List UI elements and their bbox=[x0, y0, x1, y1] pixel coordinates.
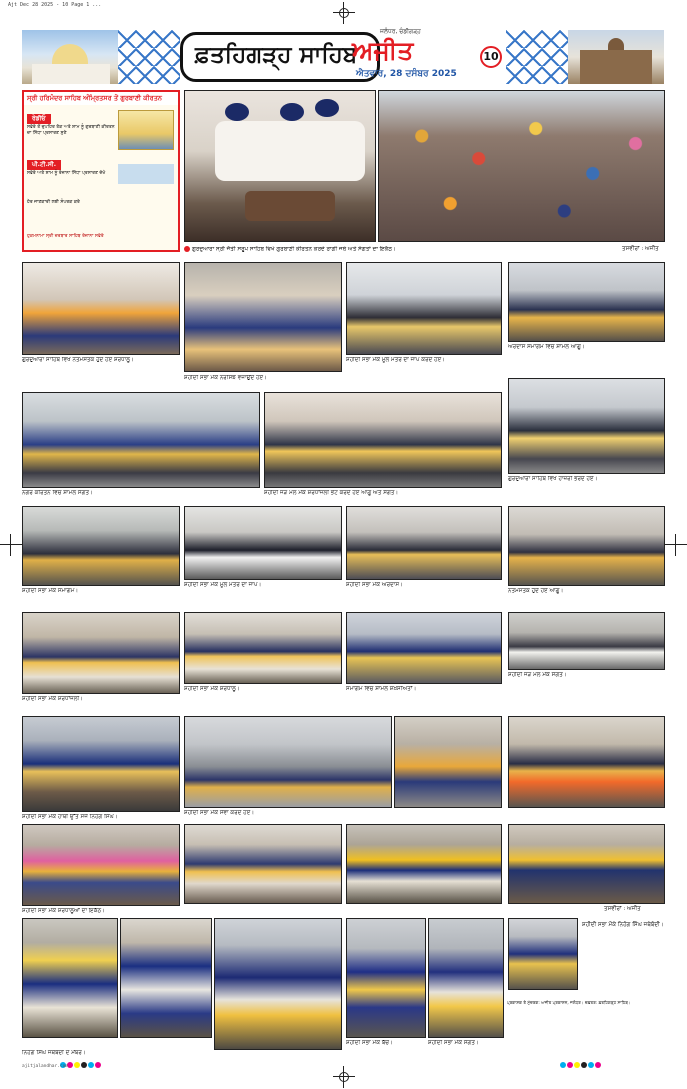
caption: ਨਿਹੰਗ ਸਿੰਘ ਜਥੇਬੰਦੀ ਦੇ ਮੈਂਬਰ। bbox=[22, 1050, 86, 1056]
tv-text: ਸਵੇਰੇ ਅਤੇ ਸ਼ਾਮ ਨੂੰ ਰੋਜ਼ਾਨਾ ਸਿੱਧਾ ਪ੍ਰਸਾਰਣ ਦੇਖੋ bbox=[27, 171, 106, 177]
registration-circle bbox=[339, 8, 349, 18]
side-note: ਸ਼ਹੀਦੀ ਸਭਾ ਮੌਕੇ ਨਿਹੰਗ ਸਿੰਘ ਜਥੇਬੰਦੀ। bbox=[582, 922, 664, 928]
brand-logo bbox=[352, 36, 476, 66]
caption: ਸ਼ਹੀਦੀ ਸਭਾ ਮੌਕੇ ਸ਼ਰਧਾਲੂਆਂ ਦਾ ਇਕੱਠ। bbox=[22, 908, 105, 914]
registration-circle bbox=[339, 1072, 349, 1082]
caption: ਸ਼ਹੀਦੀ ਸਭਾ ਮੌਕੇ ਸੰਗਤ। bbox=[428, 1040, 479, 1046]
samagam-photo bbox=[508, 506, 665, 586]
leaders-photo bbox=[346, 262, 502, 355]
caption: ਸ਼ਹੀਦੀ ਸਭਾ ਮੌਕੇ ਸਮਾਗਮ। bbox=[22, 588, 79, 594]
shardhanjali-photo bbox=[264, 392, 502, 488]
narsinga-photo bbox=[184, 262, 342, 372]
caption: ਸ਼ਹੀਦੀ ਸਭਾ ਮੌਕੇ ਅਰਦਾਸ। bbox=[346, 582, 403, 588]
issue-date: ਐਤਵਾਰ, 28 ਦਸੰਬਰ 2025 bbox=[356, 69, 457, 79]
nihang-photo bbox=[508, 918, 578, 990]
schedule-photo bbox=[118, 164, 174, 184]
nihang-photo bbox=[214, 918, 342, 1050]
samagam-photo bbox=[508, 612, 665, 670]
caption: ਸ਼ਹੀਦੀ ਸਭਾ ਮੌਕੇ ਸ਼ਰਧਾਂਜਲੀ। bbox=[22, 696, 84, 702]
caption: ਅਰਦਾਸ ਸਮਾਗਮ ਵਿਚ ਸ਼ਾਮਲ ਆਗੂ। bbox=[508, 344, 585, 350]
samagam-photo bbox=[22, 612, 180, 694]
caption: ਸ਼ਹੀਦੀ ਸਭਾ ਮੌਕੇ ਮੂਲ ਮੰਤਰ ਦਾ ਜਾਪ। bbox=[184, 582, 262, 588]
caption: ਨਤਮਸਤਕ ਹੁੰਦੇ ਹੋਏ ਆਗੂ। bbox=[508, 588, 564, 594]
caption: ਸ਼ਹੀਦੀ ਸਭਾ ਮੌਕੇ ਹਾਥੀ ਉੱਤੇ ਸਜੇ ਨਿਹੰਗ ਸਿੰਘ। bbox=[22, 814, 118, 820]
volunteers-photo bbox=[508, 716, 665, 808]
procession-photo bbox=[22, 262, 180, 355]
radio-text: ਸਵੇਰੇ ਤੋਂ ਦੁਪਹਿਰ ਤੱਕ ਅਤੇ ਸ਼ਾਮ ਨੂੰ ਗੁਰਬਾਣੀ ਕੀਰਤਨ ਦਾ ਸਿੱਧਾ ਪ੍ਰਸਾਰਣ ਸੁਣੋ bbox=[27, 125, 115, 137]
edition-label: ਜਲੰਧਰ, ਚੰਡੀਗੜ੍ਹ bbox=[380, 28, 421, 35]
fort-photo bbox=[568, 30, 664, 84]
women-sangat-photo bbox=[22, 824, 180, 906]
golden-temple-photo bbox=[118, 110, 174, 150]
masthead bbox=[22, 30, 664, 84]
tv-tag: ਪੀ.ਟੀ.ਸੀ. bbox=[27, 160, 61, 170]
seva-photo bbox=[394, 716, 502, 808]
masthead-pattern bbox=[506, 30, 568, 84]
caption: ਸਮਾਗਮ ਵਿਚ ਸ਼ਾਮਲ ਸ਼ਖ਼ਸੀਅਤਾਂ। bbox=[346, 686, 417, 692]
caption: ਸ਼ਹੀਦੀ ਸਭਾ ਮੌਕੇ ਮੂਲ ਮੰਤਰ ਦਾ ਜਾਪ ਕਰਦੇ ਹੋਏ। bbox=[346, 357, 445, 363]
registration-mark bbox=[665, 534, 687, 556]
caption: ਸ਼ਹੀਦੀ ਸਭਾ ਮੌਕੇ ਬੱਚੇ। bbox=[346, 1040, 393, 1046]
samagam-photo bbox=[346, 612, 502, 684]
samagam-photo bbox=[346, 506, 502, 580]
photo-credit: ਤਸਵੀਰਾਂ : ਅਜੀਤ bbox=[622, 246, 659, 252]
caption: ਸ਼ਹੀਦੀ ਜੋੜ ਮੇਲ ਮੌਕੇ ਸੰਗਤ। bbox=[508, 672, 567, 678]
imprint-line: ਪ੍ਰਕਾਸ਼ਕ ਤੇ ਮੁੱਦਰਕ: ਅਜੀਤ ਪ੍ਰਕਾਸ਼ਨ, ਜਲੰਧਰ। ਦਫ਼ਤਰ: ਫ਼ਤਹਿਗੜ੍ਹ ਸਾਹਿਬ। bbox=[507, 1000, 631, 1005]
page-title: ਫ਼ਤਹਿਗੜ੍ਹ ਸਾਹਿਬ bbox=[195, 41, 358, 68]
samagam-photo bbox=[184, 506, 342, 580]
kirtan-photo bbox=[184, 90, 376, 242]
nihang-photo bbox=[120, 918, 212, 1038]
caption: ਸ਼ਹੀਦੀ ਸਭਾ ਮੌਕੇ ਨਰਸਿੰਙੇ ਵਜਾਉਂਦੇ ਹੋਏ। bbox=[184, 375, 267, 381]
child-nihang-photo bbox=[428, 918, 504, 1038]
schedule-footer: ਹੁਕਮਨਾਮਾ ਸ੍ਰੀ ਦਰਬਾਰ ਸਾਹਿਬ ਰੋਜ਼ਾਨਾ ਸਵੇਰੇ bbox=[27, 234, 104, 239]
masthead-pattern bbox=[118, 30, 180, 84]
nagar-kirtan-photo bbox=[22, 392, 260, 488]
bullet-icon bbox=[184, 246, 190, 252]
seva-photo bbox=[184, 716, 392, 808]
page-number: 10 bbox=[480, 46, 502, 68]
samagam-photo bbox=[184, 612, 342, 684]
radio-tag: ਰੇਡੀਓ bbox=[27, 114, 51, 124]
gatka-photo bbox=[346, 824, 502, 904]
sangat-crowd-photo bbox=[378, 90, 665, 242]
caption: ਸ਼ਹੀਦੀ ਸਭਾ ਮੌਕੇ ਸ਼ਰਧਾਲੂ। bbox=[184, 686, 240, 692]
registration-mark bbox=[0, 534, 22, 556]
caption: ਗੁਰਦੁਆਰਾ ਸਾਹਿਬ ਵਿਖੇ ਹਾਜ਼ਰੀ ਭਰਦੇ ਹੋਏ। bbox=[508, 476, 598, 482]
masthead-center bbox=[180, 28, 506, 82]
gurdwara-photo bbox=[508, 378, 665, 474]
title-frame bbox=[180, 32, 380, 82]
sangat-photo bbox=[508, 824, 665, 904]
schedule-heading: ਸ੍ਰੀ ਹਰਿਮੰਦਰ ਸਾਹਿਬ ਅੰਮ੍ਰਿਤਸਰ ਤੋਂ ਗੁਰਬਾਣੀ ਕੀਰਤਨ bbox=[24, 92, 178, 105]
caption: ਸ਼ਹੀਦੀ ਜੋੜ ਮੇਲ ਮੌਕੇ ਸ਼ਰਧਾਂਜਲੀ ਭੇਟ ਕਰਦੇ ਹੋਏ ਆਗੂ ਅਤੇ ਸੰਗਤ। bbox=[264, 490, 399, 496]
caption-kirtan bbox=[184, 246, 604, 255]
ardas-photo bbox=[508, 262, 665, 342]
color-registration-bar bbox=[560, 1062, 601, 1068]
elephant-photo bbox=[22, 716, 180, 812]
kirtan-schedule-box bbox=[22, 90, 180, 252]
caption-text: ਗੁਰਦੁਆਰਾ ਸ੍ਰੀ ਜੋਤੀ ਸਰੂਪ ਸਾਹਿਬ ਵਿਖੇ ਗੁਰਬਾਣੀ ਕੀਰਤਨ ਕਰਦੇ ਰਾਗੀ ਜਥੇ ਅਤੇ ਸੰਗਤਾਂ ਦਾ ਇਕੱਠ। bbox=[192, 246, 396, 253]
schedule-grid bbox=[27, 200, 177, 206]
child-nihang-photo bbox=[346, 918, 426, 1038]
footer-slug: ajitjalandhar.com bbox=[22, 1064, 69, 1069]
print-slug: Ajt Dec 28 2025 - 10 Page 1 ... bbox=[8, 2, 102, 8]
schedule-grid-text: ਹੋਰ ਜਾਣਕਾਰੀ ਲਈ ਸੰਪਰਕ ਕਰੋ bbox=[27, 200, 80, 205]
caption: ਗੁਰਦੁਆਰਾ ਸਾਹਿਬ ਵਿਖੇ ਨਤਮਸਤਕ ਹੁੰਦੇ ਹੋਏ ਸ਼ਰਧਾਲੂ। bbox=[22, 357, 134, 363]
photo-credit: ਤਸਵੀਰਾਂ : ਅਜੀਤ bbox=[604, 906, 641, 912]
caption: ਨਗਰ ਕੀਰਤਨ ਵਿਚ ਸ਼ਾਮਲ ਸੰਗਤ। bbox=[22, 490, 93, 496]
samagam-photo bbox=[22, 506, 180, 586]
sangat-photo bbox=[184, 824, 342, 904]
brand-name: ਅਜੀਤ bbox=[352, 36, 414, 65]
caption: ਸ਼ਹੀਦੀ ਸਭਾ ਮੌਕੇ ਸੇਵਾ ਕਰਦੇ ਹੋਏ। bbox=[184, 810, 255, 816]
temple-photo bbox=[22, 30, 118, 84]
nihang-photo bbox=[22, 918, 118, 1038]
